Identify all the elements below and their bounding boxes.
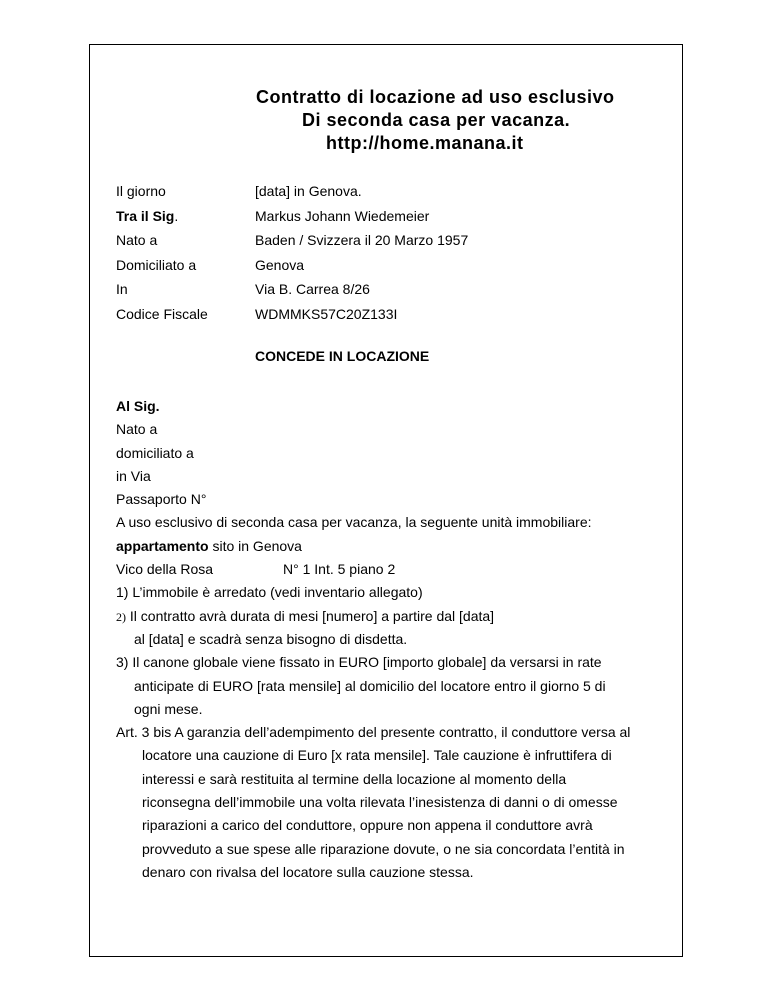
- section-heading-concede: CONCEDE IN LOCAZIONE: [255, 348, 430, 364]
- property-type-bold: appartamento: [116, 537, 209, 554]
- art-3bis-line-4: riconsegna dell’immobile una volta rilevata l’inesistenza di danni o di omesse: [142, 794, 618, 811]
- art-3bis-line-5: riparazioni a carico del conduttore, oppure non appena il conduttore avrà: [142, 817, 593, 834]
- field-row-landlord: [116, 204, 468, 229]
- field-label: Codice Fiscale: [116, 305, 208, 322]
- clause-3-line-2: anticipate di EURO [rata mensile] al domicilio del locatore entro il giorno 5 di: [134, 677, 606, 694]
- clause-2-text: Il contratto avrà durata di mesi [numero] a partire dal [data]: [126, 607, 495, 624]
- property-address: [116, 558, 676, 581]
- art-3bis-line-3: interessi e sarà restituita al termine della locazione al momento della: [142, 770, 567, 787]
- property-type: [116, 535, 676, 558]
- landlord-details: [116, 179, 468, 326]
- field-value: Baden / Svizzera il 20 Marzo 1957: [255, 232, 469, 248]
- title-line-2: Di seconda casa per vacanza.: [302, 110, 571, 130]
- clause-3-line-1: 3) Il canone globale viene fissato in EURO [importo globale] da versarsi in rate: [116, 654, 602, 671]
- document-title: [256, 86, 656, 155]
- field-label: Domiciliato a: [116, 256, 197, 273]
- field-label: [116, 204, 255, 229]
- field-row-fiscal-code: [116, 302, 468, 327]
- clause-3-line-3: ogni mese.: [134, 700, 203, 717]
- field-value: Genova: [255, 256, 305, 273]
- art-3bis-line-1: Art. 3 bis A garanzia dell’adempimento del presente contratto, il conduttore versa al: [116, 724, 631, 741]
- clause-2-number: 2): [116, 609, 126, 624]
- field-value: [data] in Genova.: [255, 183, 362, 199]
- tenant-street: in Via: [116, 467, 151, 484]
- title-line-1: Contratto di locazione ad uso esclusivo: [256, 87, 615, 107]
- property-type-rest: sito in Genova: [208, 537, 302, 554]
- tenant-domicile: domiciliato a: [116, 444, 194, 461]
- art-3bis-line-6: provveduto a sue spese alle riparazione dovute, o ne sia concordata l’entità in: [142, 840, 625, 857]
- field-label: Nato a: [116, 232, 158, 248]
- field-value: Markus Johann Wiedemeier: [255, 207, 430, 224]
- field-value: Via B. Carrea 8/26: [255, 281, 370, 297]
- field-row-address: [116, 277, 468, 302]
- field-row-domicile: [116, 253, 468, 278]
- tenant-label: Al Sig.: [116, 398, 160, 414]
- clause-1: 1) L’immobile è arredato (vedi inventario allegato): [116, 584, 423, 601]
- property-street: Vico della Rosa: [116, 561, 214, 578]
- field-label: In: [116, 281, 128, 297]
- clause-2-line-2: al [data] e scadrà senza bisogno di disdetta.: [134, 630, 408, 647]
- clause-2-line-1: [116, 605, 676, 628]
- tenant-passport: Passaporto N°: [116, 491, 207, 508]
- title-line-3: http://home.manana.it: [326, 133, 524, 153]
- field-label-rest: .: [174, 207, 179, 224]
- art-3bis-line-7: denaro con rivalsa del locatore sulla cauzione stessa.: [142, 863, 474, 880]
- field-row-date: [116, 179, 468, 204]
- field-label: Il giorno: [116, 183, 166, 199]
- contract-body: [116, 395, 676, 884]
- use-statement: A uso esclusivo di seconda casa per vacanza, la seguente unità immobiliare:: [116, 514, 592, 531]
- art-3bis-line-2: locatore una cauzione di Euro [x rata mensile]. Tale cauzione è infruttifera di: [142, 747, 612, 764]
- property-number: N° 1 Int. 5 piano 2: [283, 561, 396, 578]
- field-row-born: [116, 228, 468, 253]
- tenant-born: Nato a: [116, 421, 158, 438]
- field-value: WDMMKS57C20Z133I: [255, 305, 398, 322]
- field-label-bold: Tra il Sig: [116, 207, 175, 224]
